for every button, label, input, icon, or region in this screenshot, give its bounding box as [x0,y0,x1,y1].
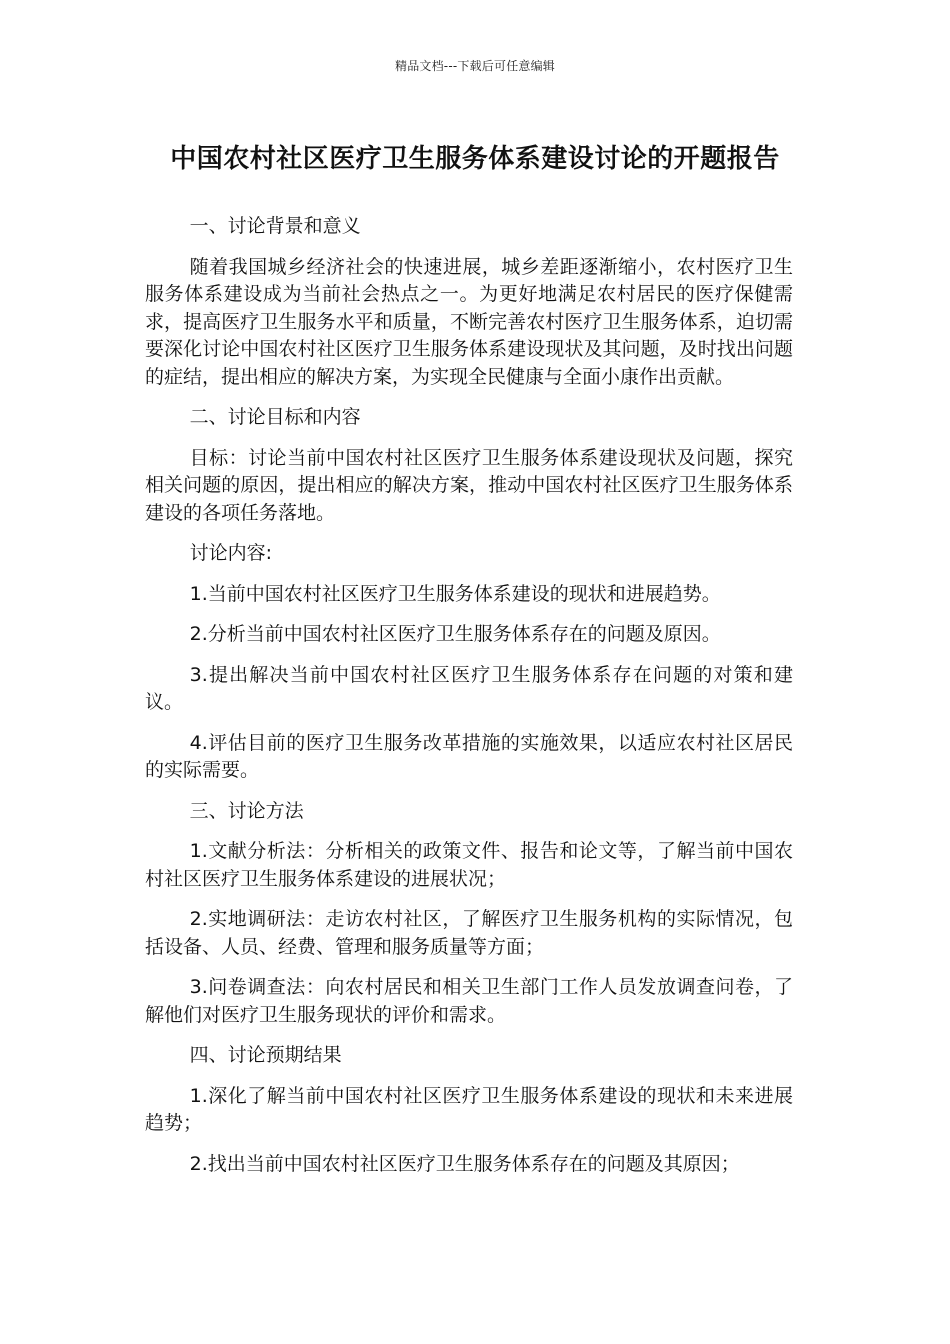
method-item: 3.问卷调查法：向农村居民和相关卫生部门工作人员发放调查问卷，了解他们对医疗卫生服务现状的评价和需求。 [145,976,793,1026]
method-item: 1.文献分析法：分析相关的政策文件、报告和论文等，了解当前中国农村社区医疗卫生服务体系建设的进展状况； [145,840,793,890]
document-title: 中国农村社区医疗卫生服务体系建设讨论的开题报告 [170,144,780,174]
background-paragraph: 随着我国城乡经济社会的快速进展，城乡差距逐渐缩小，农村医疗卫生服务体系建设成为当前社会热点之一。为更好地满足农村居民的医疗保健需求，提高医疗卫生服务水平和质量，不断完善农村医疗卫生服务体系，迫切需要深化讨论中国农村社区医疗卫生服务体系建设现状及其问题，及时找出问题的症结，提出相应的解决方案，为实现全民健康与全面小康作出贡献。 [145,255,793,388]
content-item: 1.当前中国农村社区医疗卫生服务体系建设的现状和进展趋势。 [189,582,721,605]
section-heading-background: 一、讨论背景和意义 [189,215,361,237]
content-label: 讨论内容: [189,542,273,564]
section-heading-methods: 三、讨论方法 [189,799,304,822]
result-item: 1.深化了解当前中国农村社区医疗卫生服务体系建设的现状和未来进展趋势； [145,1084,793,1134]
result-item: 2.找出当前中国农村社区医疗卫生服务体系存在的问题及其原因； [189,1152,740,1175]
section-heading-goals: 二、讨论目标和内容 [189,406,361,428]
content-item: 3.提出解决当前中国农村社区医疗卫生服务体系存在问题的对策和建议。 [145,663,793,713]
content-item: 4.评估目前的医疗卫生服务改革措施的实施效果，以适应农村社区居民的实际需要。 [145,731,793,781]
document-body [145,213,793,1191]
content-item: 2.分析当前中国农村社区医疗卫生服务体系存在的问题及原因。 [189,623,721,645]
goal-paragraph: 目标：讨论当前中国农村社区医疗卫生服务体系建设现状及问题，探究相关问题的原因，提出相应的解决方案，推动中国农村社区医疗卫生服务体系建设的各项任务落地。 [145,446,793,524]
section-heading-expected-results: 四、讨论预期结果 [189,1044,342,1066]
method-item: 2.实地调研法：走访农村社区，了解医疗卫生服务机构的实际情况，包括设备、人员、经费、管理和服务质量等方面； [145,908,793,958]
page-header-note: 精品文档---下载后可任意编辑 [395,59,555,73]
